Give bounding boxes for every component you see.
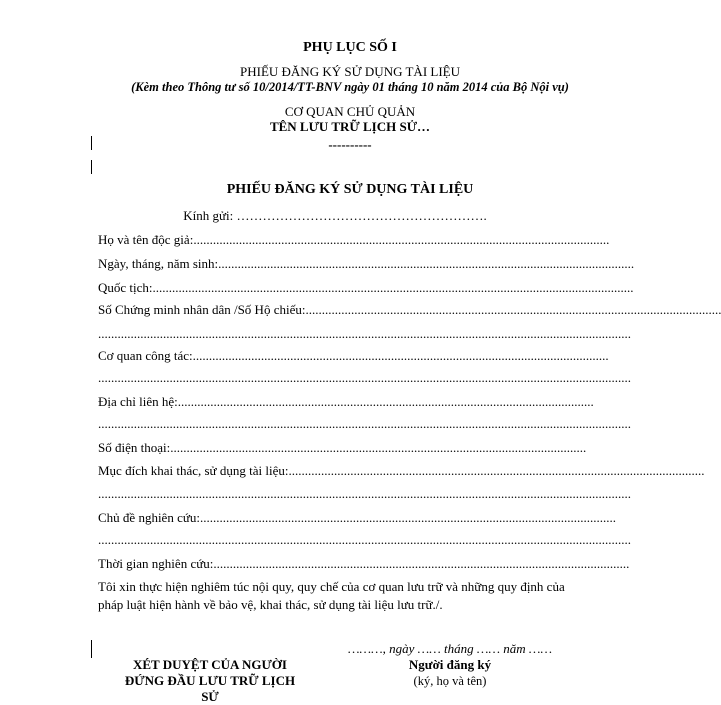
field-label: Chủ đề nghiên cứu: — [98, 510, 201, 525]
field-workplace[interactable]: Cơ quan công tác:................................................................................................................................ — [98, 348, 609, 363]
margin-bar — [91, 136, 92, 150]
approver-title-line2: ĐỨNG ĐẦU LƯU TRỮ LỊCH — [124, 673, 296, 688]
legal-reference: (Kèm theo Thông tư số 10/2014/TT-BNV ngày 01 tháng 10 năm 2014 của Bộ Nội vụ) — [131, 80, 569, 94]
archive-name: TÊN LƯU TRỮ LỊCH SỬ… — [269, 119, 431, 134]
recipient-line: Kính gửi: …………………………………………………. — [183, 208, 487, 223]
registrant-title: Người đăng ký — [408, 657, 492, 672]
field-continuation[interactable]: .................................................................................................................................................................... — [98, 326, 631, 341]
field-label: Thời gian nghiên cứu: — [98, 556, 214, 571]
field-full-name[interactable]: Họ và tên độc giả:................................................................................................................................ — [98, 232, 610, 247]
field-research-time[interactable]: Thời gian nghiên cứu:................................................................................................................................ — [98, 556, 630, 571]
form-title: PHIẾU ĐĂNG KÝ SỬ DỤNG TÀI LIỆU — [226, 182, 474, 197]
field-label: Quốc tịch: — [98, 280, 153, 295]
agency-name: CƠ QUAN CHỦ QUẢN — [284, 104, 416, 119]
commitment-text: Tôi xin thực hiện nghiêm túc nội quy, quy chế của cơ quan lưu trữ và những quy định của pháp luật hiện hành về bảo vệ, khai thác, sử dụng tài liệu lưu trữ./. — [98, 579, 565, 612]
field-id-number[interactable]: Số Chứng minh nhân dân /Số Hộ chiếu:................................................................................................................................ — [98, 302, 721, 317]
field-continuation[interactable]: .................................................................................................................................................................... — [98, 486, 631, 501]
margin-bar — [91, 640, 92, 658]
field-continuation[interactable]: .................................................................................................................................................................... — [98, 532, 631, 547]
field-label: Họ và tên độc giả: — [98, 232, 194, 247]
field-address[interactable]: Địa chỉ liên hệ:................................................................................................................................ — [98, 394, 594, 409]
margin-bar — [91, 160, 92, 174]
approver-title-line3: SỬ — [201, 689, 219, 704]
field-label: Ngày, tháng, năm sinh: — [98, 256, 219, 271]
field-nationality[interactable]: Quốc tịch:.................................................................................................................................................... — [98, 280, 634, 295]
header-separator: ---------- — [328, 137, 372, 152]
field-birth-date[interactable]: Ngày, tháng, năm sinh:................................................................................................................................ — [98, 256, 635, 271]
field-phone[interactable]: Số điện thoại:................................................................................................................................ — [98, 440, 587, 455]
field-continuation[interactable]: .................................................................................................................................................................... — [98, 370, 631, 385]
signature-note: (ký, họ và tên) — [413, 674, 487, 688]
appendix-title: PHỤ LỤC SỐ I — [303, 40, 397, 55]
approver-title-line1: XÉT DUYỆT CỦA NGƯỜI — [133, 657, 287, 672]
field-label: Địa chỉ liên hệ: — [98, 394, 178, 409]
field-topic[interactable]: Chủ đề nghiên cứu:................................................................................................................................ — [98, 510, 617, 525]
field-purpose[interactable]: Mục đích khai thác, sử dụng tài liệu:................................................................................................................................ — [98, 463, 705, 478]
field-label: Số điện thoại: — [98, 440, 171, 455]
form-name-header: PHIẾU ĐĂNG KÝ SỬ DỤNG TÀI LIỆU — [240, 64, 460, 79]
field-label: Mục đích khai thác, sử dụng tài liệu: — [98, 463, 289, 478]
date-line: ………, ngày …… tháng …… năm …… — [347, 641, 553, 656]
field-continuation[interactable]: .................................................................................................................................................................... — [98, 416, 631, 431]
field-label: Cơ quan công tác: — [98, 348, 193, 363]
field-label: Số Chứng minh nhân dân /Số Hộ chiếu: — [98, 302, 306, 317]
